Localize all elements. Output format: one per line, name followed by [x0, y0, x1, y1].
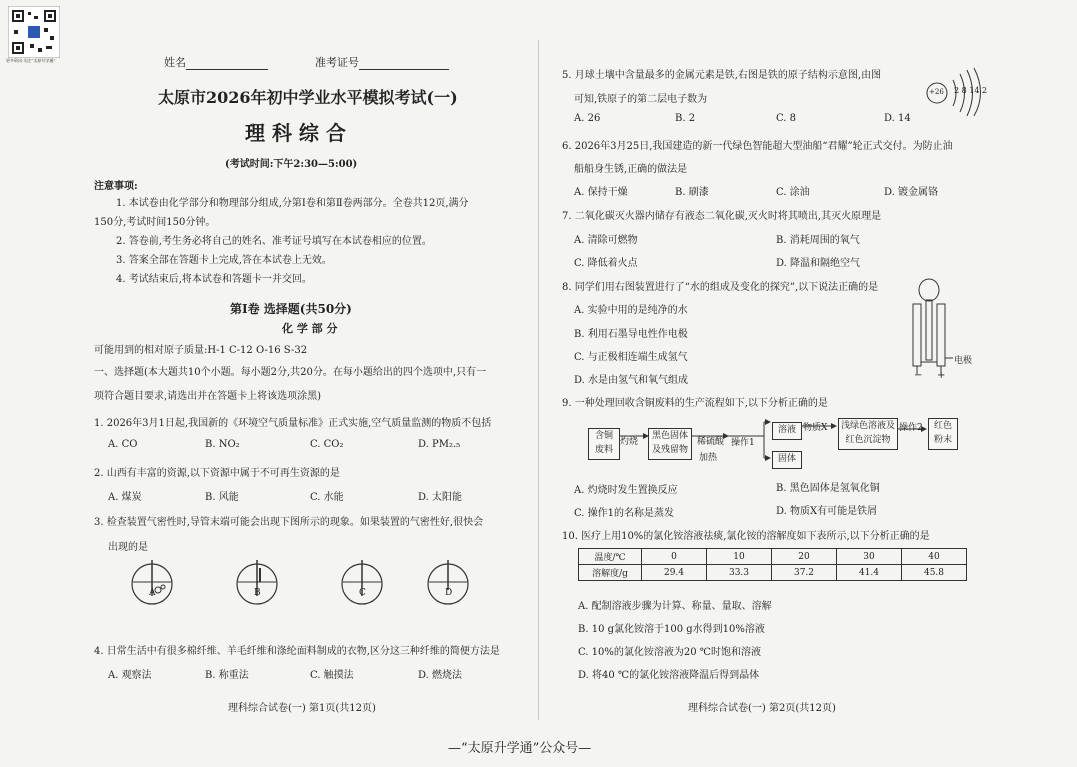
q8-option: B. 利用石墨导电性作电极 [574, 329, 688, 340]
q7-option: B. 消耗周围的氧气 [776, 235, 860, 246]
q2-option: B. 风能 [205, 492, 239, 503]
table-cell: 29.4 [642, 565, 707, 581]
table-cell: 0 [642, 549, 707, 565]
q2-option: C. 水能 [310, 492, 344, 503]
table-cell: 20 [772, 549, 837, 565]
notice-line: 4. 考试结束后,将本试卷和答题卡一并交回。 [116, 274, 312, 285]
atom-nucleus: +26 [929, 88, 944, 96]
table-cell: 37.2 [772, 565, 837, 581]
exam-time: (考试时间:下午2:30—5:00) [225, 159, 358, 170]
subject-title: 理 科 综 合 [245, 121, 346, 145]
q6-stem: 船船身生锈,正确的做法是 [574, 164, 688, 175]
name-field: 姓名 [164, 54, 268, 70]
notice-title: 注意事项: [94, 181, 138, 192]
q1-option: D. PM₂.₅ [418, 439, 461, 450]
q8-option: D. 水是由氢气和氧气组成 [574, 375, 689, 386]
q4-option: B. 称重法 [205, 670, 249, 681]
q1-stem: 1. 2026年3月1日起,我国新的《环境空气质量标准》正式实施,空气质量监测的物质不包括 [94, 418, 492, 429]
q7-option: D. 降温和隔绝空气 [776, 258, 861, 269]
q10-option: B. 10 g氯化铵溶于100 g水得到10%溶液 [578, 624, 765, 635]
flow-box-solution: 溶液 [772, 422, 802, 440]
q1-option: B. NO₂ [205, 439, 240, 450]
q2-stem: 2. 山西有丰富的资源,以下资源中属于不可再生资源的是 [94, 468, 340, 479]
q5-stem: 可知,铁原子的第二层电子数为 [574, 94, 708, 105]
q4-option: D. 燃烧法 [418, 670, 463, 681]
q7-stem: 7. 二氧化碳灭火器内储存有液态二氧化碳,灭火时将其喷出,其灭火原理是 [562, 211, 882, 222]
q6-stem: 6. 2026年3月25日,我国建造的新一代绿色智能超大型油船“君耀”轮正式交付。为防止油 [562, 141, 953, 152]
flow-step-x: 物质X [803, 423, 828, 433]
q9-option: B. 黑色固体是氢氧化铜 [776, 483, 880, 494]
section-subtitle: 化 学 部 分 [282, 322, 338, 335]
flow-step-heat: 加热 [699, 453, 718, 463]
atomic-masses: 可能用到的相对原子质量:H-1 C-12 O-16 S-32 [94, 345, 308, 356]
q5-stem: 5. 月球土壤中含量最多的金属元素是铁,右图是铁的原子结构示意图,由图 [562, 70, 882, 81]
q7-option: C. 降低着火点 [574, 258, 638, 269]
bottom-caption: —“太原升学通”公众号— [448, 741, 592, 756]
q4-stem: 4. 日常生活中有很多棉纤维、羊毛纤维和涤纶面料制成的衣物,区分这三种纤维的简便方法是 [94, 646, 500, 657]
q8-stem: 8. 同学们用右图装置进行了“水的组成及变化的探究”,以下说法正确的是 [562, 282, 879, 293]
table-cell: 33.3 [707, 565, 772, 581]
footer-right: 理科综合试卷(一) 第2页(共12页) [688, 703, 836, 714]
flow-box-red-powder: 红色 粉末 [928, 418, 958, 450]
q2-option: A. 煤炭 [108, 492, 142, 503]
section-intro: 项符合题目要求,请选出并在答题卡上将该选项涂黑) [94, 391, 322, 402]
q9-option: D. 物质X有可能是铁屑 [776, 506, 878, 517]
flask-label: D [445, 588, 453, 598]
table-cell: 溶解度/g [579, 565, 642, 581]
table-cell: 30 [837, 549, 902, 565]
q3-stem: 3. 检查装置气密性时,导管末端可能会出现下图所示的现象。如果装置的气密性好,很快会 [94, 517, 484, 528]
q5-option: C. 8 [776, 113, 797, 124]
table-row [579, 549, 967, 565]
table-row [579, 565, 967, 581]
q8-option: C. 与正极相连端生成氢气 [574, 352, 688, 363]
flow-box-solid: 固体 [772, 451, 802, 469]
table-cell: 40 [902, 549, 967, 565]
flow-box-copper-waste: 含铜 废料 [588, 428, 620, 460]
q10-option: A. 配制溶液步骤为计算、称量、量取、溶解 [578, 601, 772, 612]
id-field: 准考证号 [315, 54, 449, 70]
q10-stem: 10. 医疗上用10%的氯化铵溶液祛痰,氯化铵的溶解度如下表所示,以下分析正确的是 [562, 531, 930, 542]
q10-option: D. 将40 ℃的氯化铵溶液降温后得到晶体 [578, 670, 760, 681]
q4-option: C. 触摸法 [310, 670, 354, 681]
q9-stem: 9. 一种处理回收含铜废料的生产流程如下,以下分析正确的是 [562, 398, 828, 409]
q9-option: A. 灼烧时发生置换反应 [574, 485, 678, 496]
q5-option: D. 14 [884, 113, 911, 124]
q5-option: A. 26 [574, 113, 601, 124]
notice-line: 1. 本试卷由化学部分和物理部分组成,分第Ⅰ卷和第Ⅱ卷两部分。全卷共12页,满分 [116, 198, 469, 209]
q7-option: A. 清除可燃物 [574, 235, 638, 246]
flow-box-green-solution: 浅绿色溶液及 红色沉淀物 [838, 418, 898, 450]
notice-line: 2. 答卷前,考生务必将自己的姓名、准考证号填写在本试卷相应的位置。 [116, 236, 432, 247]
table-cell: 41.4 [837, 565, 902, 581]
table-cell: 10 [707, 549, 772, 565]
atom-shells: 2 8 14 2 [954, 86, 988, 95]
plus-sign: + [937, 370, 946, 381]
q6-option: B. 刷漆 [675, 187, 709, 198]
notice-line: 150分,考试时间150分钟。 [94, 217, 216, 228]
exam-title: 太原市2026年初中学业水平模拟考试(一) [158, 88, 458, 107]
flow-step-op2: 操作2 [899, 423, 923, 433]
solubility-table [578, 548, 967, 581]
footer-left: 理科综合试卷(一) 第1页(共12页) [228, 703, 376, 714]
flask-label: B [254, 588, 261, 598]
q1-option: C. CO₂ [310, 439, 344, 450]
flow-step-op1: 操作1 [731, 438, 755, 448]
page-divider [538, 40, 539, 720]
q3-stem: 出现的是 [108, 542, 148, 553]
electrolysis-apparatus [905, 274, 955, 384]
flow-step-burn: 灼烧 [620, 437, 639, 447]
flow-step-acid: 稀硫酸 [697, 437, 725, 447]
q10-option: C. 10%的氯化铵溶液为20 ℃时饱和溶液 [578, 647, 761, 658]
qr-caption: 更多资讯·关注“太原升学通” [6, 58, 56, 63]
q9-option: C. 操作1的名称是蒸发 [574, 508, 675, 519]
table-cell: 45.8 [902, 565, 967, 581]
minus-sign: − [914, 370, 923, 381]
flask-label: A [149, 588, 156, 598]
q6-option: D. 镀金属铬 [884, 187, 939, 198]
qr-code [8, 6, 60, 66]
q6-option: A. 保持干燥 [574, 187, 628, 198]
q6-option: C. 涂油 [776, 187, 810, 198]
q2-option: D. 太阳能 [418, 492, 463, 503]
electrode-label: 电极 [954, 356, 973, 366]
flask-label: C [359, 588, 366, 598]
q1-option: A. CO [108, 439, 138, 450]
flow-box-black-solid: 黑色固体 及残留物 [648, 428, 692, 460]
section-title: 第Ⅰ卷 选择题(共50分) [230, 302, 352, 316]
q8-option: A. 实验中用的是纯净的水 [574, 305, 688, 316]
q3-diagrams [130, 560, 470, 610]
q4-option: A. 观察法 [108, 670, 152, 681]
table-cell: 温度/℃ [579, 549, 642, 565]
notice-line: 3. 答案全部在答题卡上完成,答在本试卷上无效。 [116, 255, 332, 266]
section-intro: 一、选择题(本大题共10个小题。每小题2分,共20分。在每小题给出的四个选项中,只有一 [94, 367, 487, 378]
q5-option: B. 2 [675, 113, 696, 124]
